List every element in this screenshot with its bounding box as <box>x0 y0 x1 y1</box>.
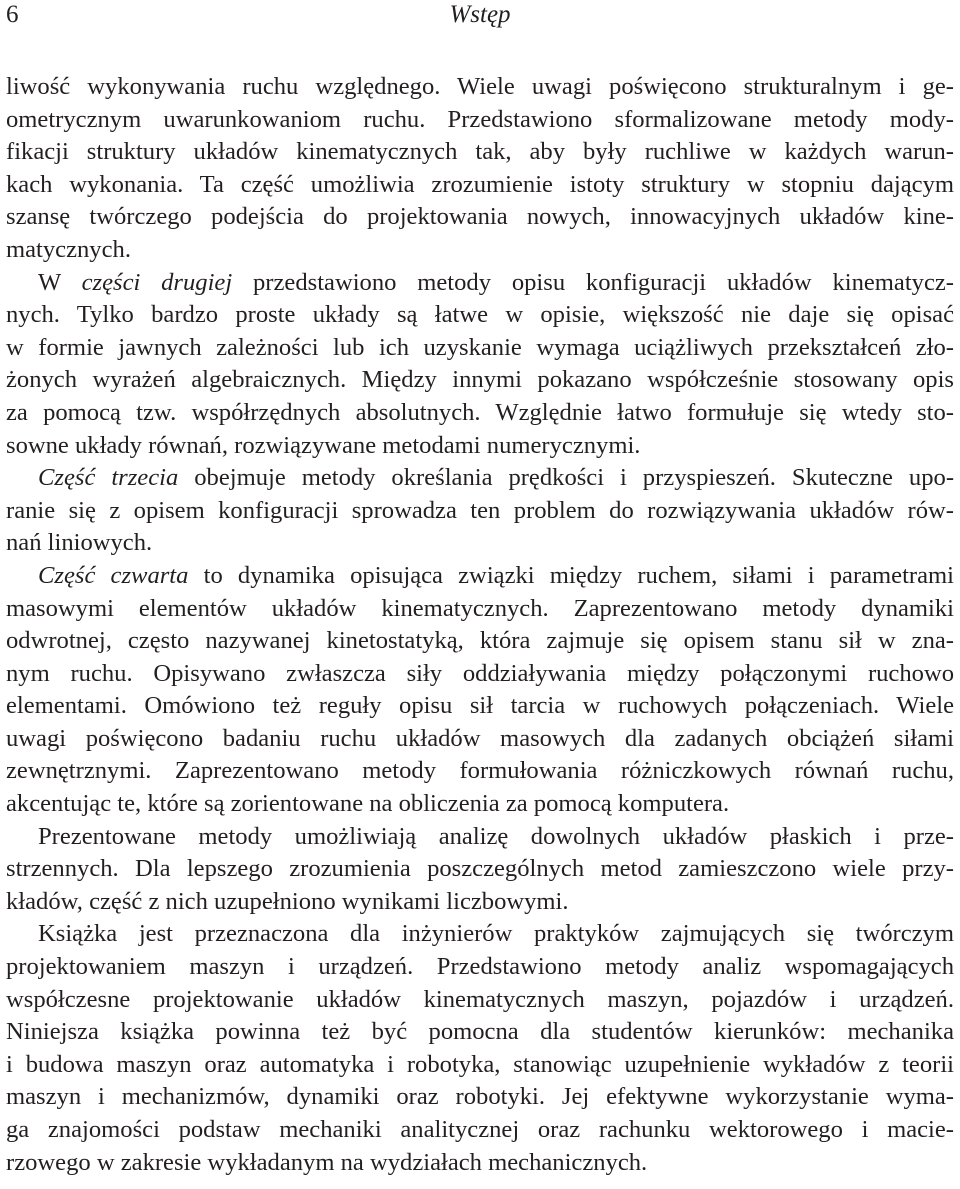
text-line: nych. Tylko bardzo proste układy są łatwe w opisie, większość nie daje się opisać <box>6 301 954 329</box>
text-line: fikacji struktury układów kinematycznych tak, aby były ruchliwe w każdych warun- <box>6 138 954 166</box>
text-line <box>6 560 954 593</box>
text-run: przedstawiono metody opisu konfiguracji układów kinematycz- <box>232 268 955 296</box>
text-line: matycznych. <box>6 235 131 263</box>
text-line: maszyn i mechanizmów, dynamiki oraz robotyki. Jej efektywne wykorzystanie wyma- <box>6 1083 954 1111</box>
text-line: projektowaniem maszyn i urządzeń. Przedstawiono metody analiz wspomagających <box>6 953 954 981</box>
text-line: ranie się z opisem konfiguracji sprowadza ten problem do rozwiązywania układów rów- <box>6 496 954 524</box>
text-line: współczesne projektowanie układów kinematycznych maszyn, pojazdów i urządzeń. <box>6 985 954 1013</box>
text-line: rzowego w zakresie wykładanym na wydziałach mechanicznych. <box>6 1148 648 1176</box>
text-line: za pomocą tzw. współrzędnych absolutnych. Względnie łatwo formułuje się wtedy sto- <box>6 398 954 426</box>
text-run: obejmuje metody określania prędkości i przyspieszeń. Skuteczne upo- <box>178 464 955 492</box>
page-number: 6 <box>6 1 19 28</box>
text-run: W <box>38 268 82 296</box>
text-line: i budowa maszyn oraz automatyka i robotyka, stanowiąc uzupełnienie wykładów z teorii <box>6 1050 954 1078</box>
text-line: strzennych. Dla lepszego zrozumienia poszczególnych metod zamieszczono wiele przy- <box>6 855 954 883</box>
text-run: to dynamika opisująca związki między ruchem, siłami i parametrami <box>188 561 954 589</box>
text-line: sowne układy równań, rozwiązywane metodami numerycznymi. <box>6 431 641 459</box>
text-line: Książka jest przeznaczona dla inżynierów praktyków zajmujących się twórczym <box>38 920 954 948</box>
text-line: uwagi poświęcono badaniu ruchu układów masowych dla zadanych obciążeń siłami <box>6 724 954 752</box>
italic-term: Część czwarta <box>38 561 189 589</box>
text-line: liwość wykonywania ruchu względnego. Wiele uwagi poświęcono strukturalnym i ge- <box>6 73 954 100</box>
text-line: nań liniowych. <box>6 529 153 557</box>
text-line: elementami. Omówiono też reguły opisu sił tarcia w ruchowych połączeniach. Wiele <box>6 692 954 720</box>
text-line: żonych wyrażeń algebraicznych. Między innymi pokazano współcześnie stosowany opis <box>6 366 954 394</box>
text-line <box>6 462 954 495</box>
text-line: ometrycznym uwarunkowaniom ruchu. Przedstawiono sformalizowane metody mody- <box>6 105 954 133</box>
text-line: akcentując te, które są zorientowane na obliczenia za pomocą komputera. <box>6 790 730 818</box>
italic-term: Część trzecia <box>38 464 179 492</box>
text-line: szansę twórczego podejścia do projektowania nowych, innowacyjnych układów kine- <box>6 203 954 231</box>
italic-term: części drugiej <box>81 268 233 296</box>
text-line: Niniejsza książka powinna też być pomocna dla studentów kierunków: mechanika <box>6 1018 954 1046</box>
text-line: odwrotnej, często nazywanej kinetostatyką, która zajmuje się opisem stanu sił w zna- <box>6 627 954 655</box>
text-line: nym ruchu. Opisywano zwłaszcza siły oddziaływania między połączonymi ruchowo <box>6 659 954 687</box>
body-text <box>6 71 954 1179</box>
text-line: kładów, część z nich uzupełniono wynikami liczbowymi. <box>6 887 569 915</box>
text-line <box>6 267 954 300</box>
text-line: w formie jawnych zależności lub ich uzyskanie wymaga uciążliwych przekształceń zło- <box>6 333 954 361</box>
text-line: zewnętrznymi. Zaprezentowano metody formułowania różniczkowych równań ruchu, <box>6 757 954 785</box>
text-line: kach wykonania. Ta część umożliwia zrozumienie istoty struktury w stopniu dającym <box>6 170 954 198</box>
running-head-title: Wstęp <box>449 1 511 28</box>
text-line: ga znajomości podstaw mechaniki analitycznej oraz rachunku wektorowego i macie- <box>6 1116 954 1143</box>
text-line: masowymi elementów układów kinematycznych. Zaprezentowano metody dynamiki <box>6 594 954 622</box>
text-line: Prezentowane metody umożliwiają analizę dowolnych układów płaskich i prze- <box>38 822 954 850</box>
